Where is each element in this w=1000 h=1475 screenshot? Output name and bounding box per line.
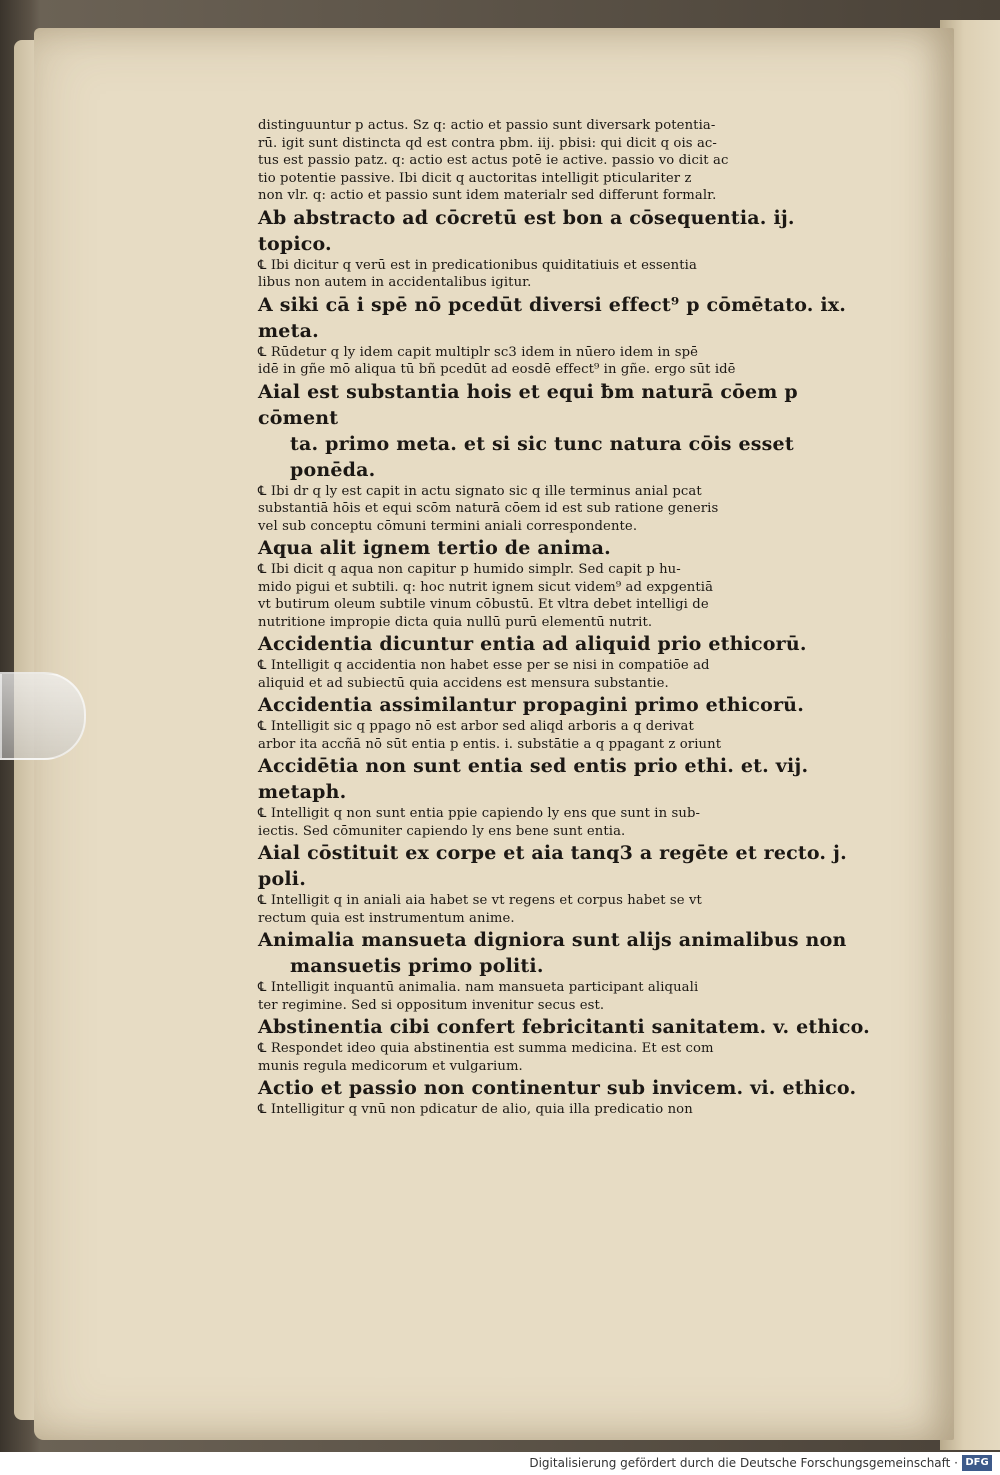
text-line: ℄ Intelligit sic q ppago nō est arbor sed aliqd arboris a q derivat xyxy=(258,719,694,734)
footer-bar xyxy=(0,1452,1000,1475)
text-line: distinguuntur p actus. Sz q: actio et passio sunt diversark potentia- xyxy=(258,118,716,133)
text-line: vt butirum oleum subtile vinum cōbustū. Et vltra debet intelligi de xyxy=(258,597,709,612)
text-line: aliquid et ad subiectū quia accidens est mensura substantie. xyxy=(258,675,669,691)
text-line: idē in gñe mō aliqua tū bñ pcedūt ad eosdē effect⁹ in gñe. ergo sūt idē xyxy=(258,362,736,377)
text-line: libus non autem in accidentalibus igitur. xyxy=(258,275,532,290)
text-line: tus est passio patz. q: actio est actus potē ie active. passio vo dicit ac xyxy=(258,153,729,168)
heading-line: A siki cā i spē nō pcedūt diversi effect⁹ p cōmētato. ix. meta. xyxy=(258,293,847,342)
text-line: ℄ Intelligitur q vnū non pdicatur de alio, quia illa predicatio non xyxy=(258,1102,693,1117)
text-line: arbor ita accñā nō sūt entia p entis. i. substātie a q ppagant z oriunt xyxy=(258,736,722,752)
heading-line: Ab abstracto ad cōcretū est bon a cōsequentia. ij. topico. xyxy=(258,206,795,255)
text-line: ter regimine. Sed si oppositum invenitur secus est. xyxy=(258,997,605,1013)
heading-line: Animalia mansueta digniora sunt alijs animalibus non xyxy=(258,929,847,951)
text-line: ℄ Ibi dr q ly est capit in actu signato sic q ille terminus anial pcat xyxy=(258,483,702,499)
text-line: vel sub conceptu cōmuni termini aniali correspondente. xyxy=(258,518,638,534)
text-line: ℄ Ibi dicit q aqua non capitur p humido simplr. Sed capit p hu- xyxy=(258,562,681,577)
text-line: ℄ Intelligit q accidentia non habet esse per se nisi in compatiōe ad xyxy=(258,658,710,673)
dfg-logo: DFG xyxy=(962,1455,992,1471)
heading-line: Aqua alit ignem tertio de anima. xyxy=(258,537,611,559)
heading-line: Accidentia dicuntur entia ad aliquid prio ethicorū. xyxy=(258,633,807,655)
text-line: substantiā hōis et equi scōm naturā cōem id est sub ratione generis xyxy=(258,501,719,516)
heading-line: Accidētia non sunt entia sed entis prio ethi. et. vij. metaph. xyxy=(258,755,809,803)
heading-line: Aial est substantia hois et equi ƀm naturā cōem p cōment xyxy=(258,380,798,429)
heading-line: Actio et passio non continentur sub invicem. vi. ethico. xyxy=(258,1077,857,1099)
heading-line: ta. primo meta. et si sic tunc natura cōis esset ponēda. xyxy=(290,432,794,481)
page-clip xyxy=(0,672,86,760)
text-line: nutritione impropie dicta quia nullū purū elementū nutrit. xyxy=(258,614,653,630)
text-line: ℄ Respondet ideo quia abstinentia est summa medicina. Et est com xyxy=(258,1041,714,1056)
text-line: ℄ Ibi dicitur q verū est in predicationibus quiditatiuis et essentia xyxy=(258,257,697,273)
heading-line: Abstinentia cibi confert febricitanti sanitatem. v. ethico. xyxy=(258,1016,870,1038)
text-line: mido pigui et subtili. q: hoc nutrit ignem sicut videm⁹ ad expgentiā xyxy=(258,579,714,595)
text-line: munis regula medicorum et vulgarium. xyxy=(258,1058,523,1074)
text-line: iectis. Sed cōmuniter capiendo ly ens bene sunt entia. xyxy=(258,823,626,839)
heading-line: mansuetis primo politi. xyxy=(290,955,544,977)
text-line: non vlr. q: actio et passio sunt idem materialr sed differunt formalr. xyxy=(258,188,717,203)
text-line: ℄ Rūdetur q ly idem capit multiplr sc3 idem in nūero idem in spē xyxy=(258,344,699,360)
text-line: ℄ Intelligit q in aniali aia habet se vt regens et corpus habet se vt xyxy=(258,893,702,908)
page-text xyxy=(258,117,873,1119)
text-line: tio potentie passive. Ibi dicit q auctoritas intelligit pticulariter z xyxy=(258,170,692,186)
footer-credit: Digitalisierung gefördert durch die Deutsche Forschungsgemeinschaft · xyxy=(529,1456,958,1470)
text-line: rū. igit sunt distincta qd est contra pbm. iij. pbisi: qui dicit q ois ac- xyxy=(258,135,717,151)
text-line: ℄ Intelligit q non sunt entia ppie capiendo ly ens que sunt in sub- xyxy=(258,806,701,821)
text-line: rectum quia est instrumentum anime. xyxy=(258,910,515,926)
heading-line: Accidentia assimilantur propagini primo ethicorū. xyxy=(258,694,805,716)
heading-line: Aial cōstituit ex corpe et aia tanq3 a regēte et recto. j. poli. xyxy=(258,842,847,890)
text-line: ℄ Intelligit inquantū animalia. nam mansueta participant aliquali xyxy=(258,980,699,995)
